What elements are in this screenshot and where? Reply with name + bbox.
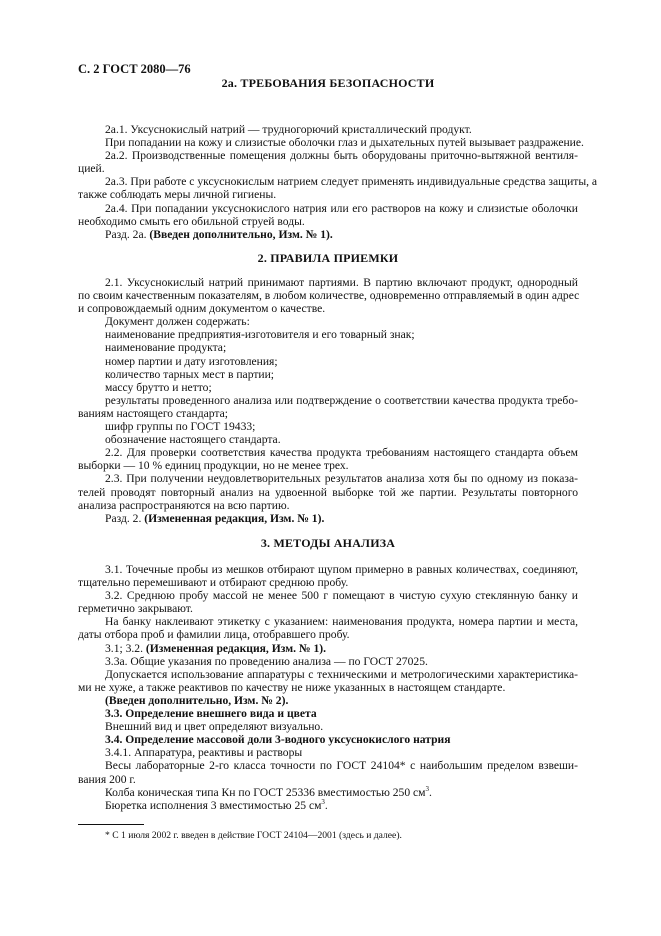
text-line	[78, 394, 578, 407]
superscript: 3	[425, 784, 430, 793]
line-text: Весы лабораторные 2-го класса точности по ГОСТ 24104* с наибольшим пределом взвеши-	[105, 759, 578, 773]
superscript: 3	[321, 797, 325, 806]
text-line	[78, 799, 578, 812]
text-line	[78, 175, 598, 189]
footnote: * С 1 июля 2002 г. введен в действие ГОСТ 24104—2001 (здесь и далее).	[105, 830, 402, 841]
footnote-rule	[78, 824, 144, 825]
text-line	[78, 707, 578, 720]
text-line	[78, 668, 578, 681]
text-line	[78, 446, 578, 459]
text-line	[78, 162, 578, 175]
line-bold-text: (Введен дополнительно, Изм. № 1).	[149, 227, 333, 241]
line-text: Колба коническая типа Кн по ГОСТ 25336 вместимостью 250 см	[105, 785, 426, 799]
text-line	[78, 499, 578, 512]
line-text: наименование продукта;	[105, 341, 227, 355]
text-line	[78, 773, 578, 786]
running-header: С. 2 ГОСТ 2080—76	[78, 62, 191, 76]
text-line	[78, 228, 578, 241]
line-text: цией.	[78, 162, 105, 176]
text-line	[78, 188, 578, 201]
text-line	[78, 276, 578, 289]
text-line	[78, 563, 578, 576]
text-line	[78, 123, 578, 136]
line-text: телей проводят повторный анализ на удвоенной выборке той же партии. Результаты повторного	[78, 485, 578, 499]
line-text: тщательно перемешивают и отбирают среднюю пробу.	[78, 576, 349, 590]
line-text: выборки — 10 % единиц продукции, но не менее трех.	[78, 459, 349, 473]
text-line	[78, 576, 578, 589]
text-line	[78, 512, 578, 525]
line-text: наименование предприятия-изготовителя и его товарный знак;	[105, 328, 415, 342]
line-text: 2.1. Уксуснокислый натрий принимают партиями. В партию включают продукт, однородный	[105, 276, 578, 289]
text-line	[78, 472, 578, 485]
line-text: Документ должен содержать:	[105, 315, 250, 329]
section-heading-acceptance: 2. ПРАВИЛА ПРИЕМКИ	[257, 251, 399, 265]
line-text: ми не хуже, а также реактивов по качеству не ниже указанных в настоящем стандарте.	[78, 680, 506, 694]
period: .	[429, 785, 432, 799]
section-body-acceptance	[78, 276, 578, 525]
line-text: Бюретка исполнения 3 вместимостью 25 см	[105, 798, 322, 812]
text-line	[78, 746, 578, 759]
text-line	[78, 215, 578, 228]
text-line	[78, 315, 578, 328]
line-text: Разд. 2.	[105, 511, 145, 525]
line-text: ваниям настоящего стандарта;	[78, 406, 228, 420]
line-text: шифр группы по ГОСТ 19433;	[105, 420, 256, 434]
line-text: 2а.3. При работе с уксуснокислым натрием следует применять индивидуальные средства защиты, а	[105, 175, 598, 189]
line-bold-text: (Введен дополнительно, Изм. № 2).	[105, 693, 289, 707]
text-line	[78, 459, 578, 472]
text-line	[78, 759, 578, 772]
text-line	[78, 628, 578, 641]
text-line	[78, 589, 578, 602]
text-line	[78, 681, 578, 694]
line-text: Внешний вид и цвет определяют визуально.	[105, 720, 324, 734]
line-text: 3.1. Точечные пробы из мешков отбирают щупом примерно в равных количествах, соединяют,	[105, 563, 578, 576]
text-line	[78, 202, 578, 215]
text-line	[78, 786, 578, 799]
line-text: 3.2. Среднюю пробу массой не менее 500 г помещают в чистую сухую стеклянную банку и	[105, 589, 578, 603]
text-line	[78, 328, 578, 341]
text-line	[78, 655, 578, 668]
text-line	[78, 720, 578, 733]
line-text: 2.3. При получении неудовлетворительных результатов анализа хотя бы по одному из показа-	[105, 472, 578, 486]
line-text: обозначение настоящего стандарта.	[105, 433, 281, 447]
line-bold-text: 3.3. Определение внешнего вида и цвета	[105, 707, 317, 721]
line-text: по своим качественным показателям, в любом количестве, одновременно отправляемый в один адрес	[78, 289, 580, 303]
text-line	[78, 420, 578, 433]
line-text: номер партии и дату изготовления;	[105, 354, 278, 368]
line-bold-text: 3.4. Определение массовой доли 3-водного уксуснокислого натрия	[105, 733, 451, 747]
text-line	[78, 368, 578, 381]
line-text: и сопровождаемый одним документом о качестве.	[78, 302, 326, 316]
line-bold-text: (Измененная редакция, Изм. № 1).	[145, 641, 326, 655]
text-line	[78, 733, 578, 746]
text-line	[78, 694, 578, 707]
line-text: Допускается использование аппаратуры с техническими и метрологическими характеристика-	[105, 667, 578, 681]
line-text: необходимо смыть его обильной струей воды.	[78, 214, 305, 228]
line-text: При попадании на кожу и слизистые оболочки глаз и дыхательных путей вызывает раздражение.	[105, 136, 584, 150]
line-text: 3.4.1. Аппаратура, реактивы и растворы	[105, 746, 303, 760]
text-line	[78, 289, 578, 302]
text-line	[78, 136, 584, 150]
line-text: Разд. 2а.	[105, 227, 150, 241]
line-text: даты отбора проб и фамилии лица, отобравшего пробу.	[78, 628, 350, 642]
line-bold-text: (Измененная редакция, Изм. № 1).	[144, 511, 325, 525]
section-heading-methods: 3. МЕТОДЫ АНАЛИЗА	[260, 536, 396, 550]
line-text: На банку наклеивают этикетку с указанием: наименования продукта, номера партии и места,	[105, 615, 578, 629]
text-line	[78, 615, 578, 628]
text-line	[78, 486, 578, 499]
line-text: также соблюдать меры личной гигиены.	[78, 188, 277, 202]
line-text: результаты проведенного анализа или подтверждение о соответствии качества продукта требо-	[105, 393, 578, 407]
text-line	[78, 602, 578, 615]
line-text: 3.3а. Общие указания по проведению анализа — по ГОСТ 27025.	[105, 654, 428, 668]
line-text: 2а.4. При попадании уксуснокислого натрия или его растворов на кожу и слизистые оболочки	[105, 201, 578, 215]
line-text: 2а.2. Производственные помещения должны быть оборудованы приточно-вытяжной вентиля-	[105, 149, 578, 163]
section-heading-safety: 2а. ТРЕБОВАНИЯ БЕЗОПАСНОСТИ	[221, 76, 435, 90]
section-body-safety	[78, 123, 598, 241]
period: .	[324, 798, 328, 812]
line-text: 2а.1. Уксуснокислый натрий — трудногорючий кристаллический продукт.	[105, 123, 472, 136]
line-text: анализа распространяются на всю партию.	[78, 498, 290, 512]
text-line	[78, 381, 578, 394]
text-line	[78, 149, 578, 162]
line-text: 2.2. Для проверки соответствия качества продукта требованиям настоящего стандарта объем	[105, 446, 578, 460]
line-text: 3.1; 3.2.	[105, 641, 146, 655]
line-text: массу брутто и нетто;	[105, 380, 212, 394]
text-line	[78, 433, 578, 446]
text-line	[78, 407, 578, 420]
text-line	[78, 355, 578, 368]
line-text: количество тарных мест в партии;	[105, 367, 275, 381]
section-body-methods	[78, 563, 578, 812]
line-text: герметично закрывают.	[78, 602, 193, 616]
text-line	[78, 302, 578, 315]
line-text: вания 200 г.	[78, 772, 136, 786]
text-line	[78, 642, 578, 655]
text-line	[78, 341, 578, 354]
